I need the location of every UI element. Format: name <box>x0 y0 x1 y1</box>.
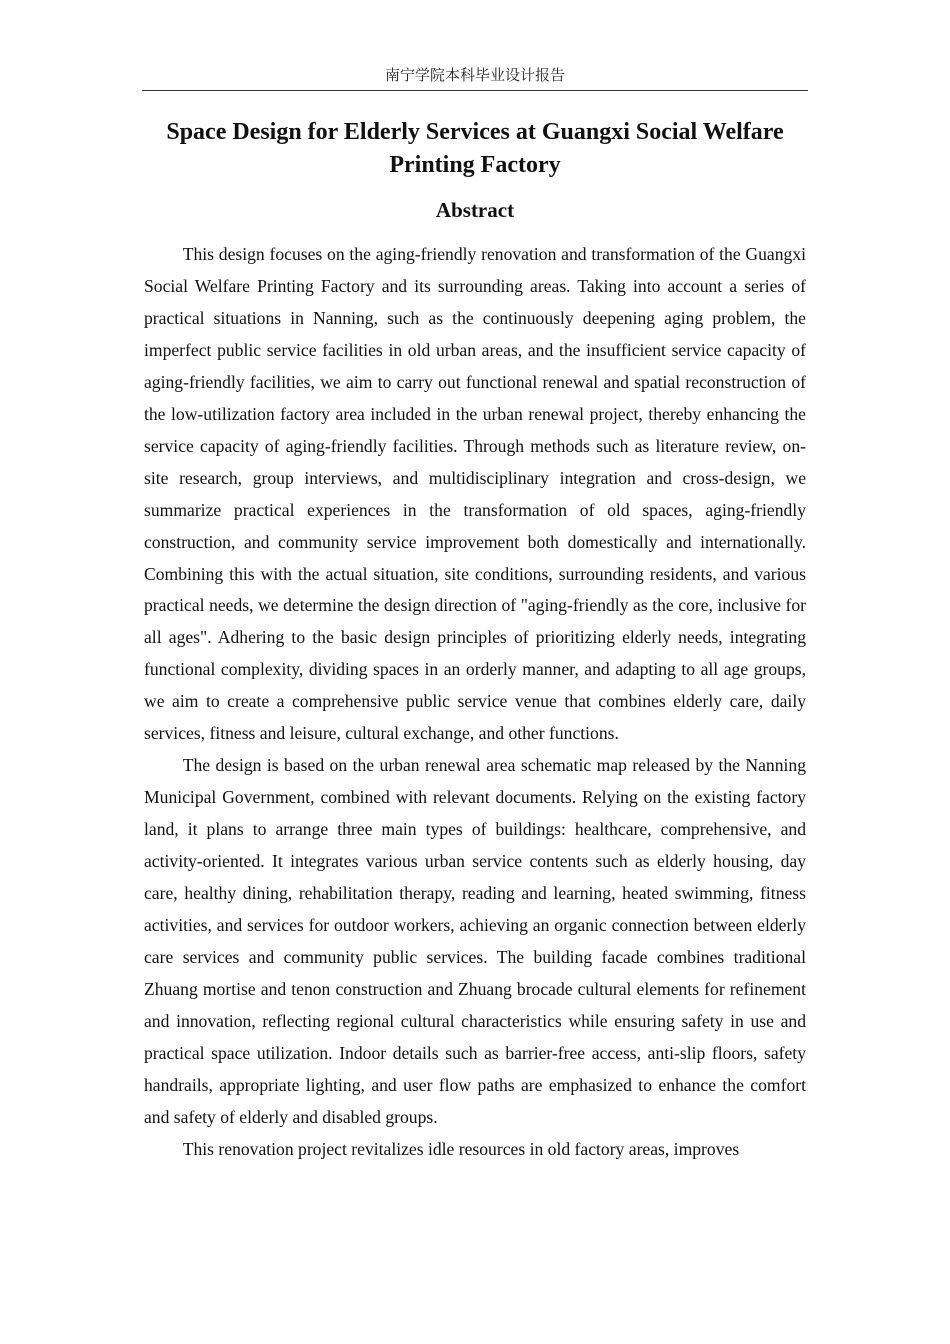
document-title: Space Design for Elderly Services at Guangxi Social Welfare Printing Factory <box>166 119 784 178</box>
abstract-heading: Abstract <box>435 198 515 222</box>
header-divider <box>142 90 808 91</box>
abstract-body <box>144 239 806 1166</box>
running-header: 南宁学院本科毕业设计报告 <box>384 66 565 84</box>
abstract-paragraph-1: This design focuses on the aging-friendly renovation and transformation of the Guangxi Social Welfare Printing Factory and its surrounding areas. Taking into account a series of practical situations in Nanning, such as the continuously deepening aging problem, the imperfect public service facilities in old urban areas, and the insufficient service capacity of aging-friendly facilities, we aim to carry out functional renewal and spatial reconstruction of the low-utilization factory area included in the urban renewal project, thereby enhancing the service capacity of aging-friendly facilities. Through methods such as literature review, on-site research, group interviews, and multidisciplinary integration and cross-design, we summarize practical experiences in the transformation of old spaces, aging-friendly construction, and community service improvement both domestically and internationally. Combining this with the actual situation, site conditions, surrounding residents, and various practical needs, we determine the design direction of "aging-friendly as the core, inclusive for all ages". Adhering to the basic design principles of prioritizing elderly needs, integrating functional complexity, dividing spaces in an orderly manner, and adapting to all age groups, we aim to create a comprehensive public service venue that combines elderly care, daily services, fitness and leisure, cultural exchange, and other functions. <box>144 244 806 744</box>
abstract-paragraph-3: This renovation project revitalizes idle resources in old factory areas, improves <box>182 1138 740 1159</box>
abstract-paragraph-2: The design is based on the urban renewal area schematic map released by the Nanning Municipal Government, combined with relevant documents. Relying on the existing factory land, it plans to arrange three main types of buildings: healthcare, comprehensive, and activity-oriented. It integrates various urban service contents such as elderly housing, day care, healthy dining, rehabilitation therapy, reading and learning, heated swimming, fitness activities, and services for outdoor workers, achieving an organic connection between elderly care services and community public services. The building facade combines traditional Zhuang mortise and tenon construction and Zhuang brocade cultural elements for refinement and innovation, reflecting regional cultural characteristics while ensuring safety in use and practical space utilization. Indoor details such as barrier-free access, anti-slip floors, safety handrails, appropriate lighting, and user flow paths are emphasized to enhance the comfort and safety of elderly and disabled groups. <box>144 755 806 1127</box>
